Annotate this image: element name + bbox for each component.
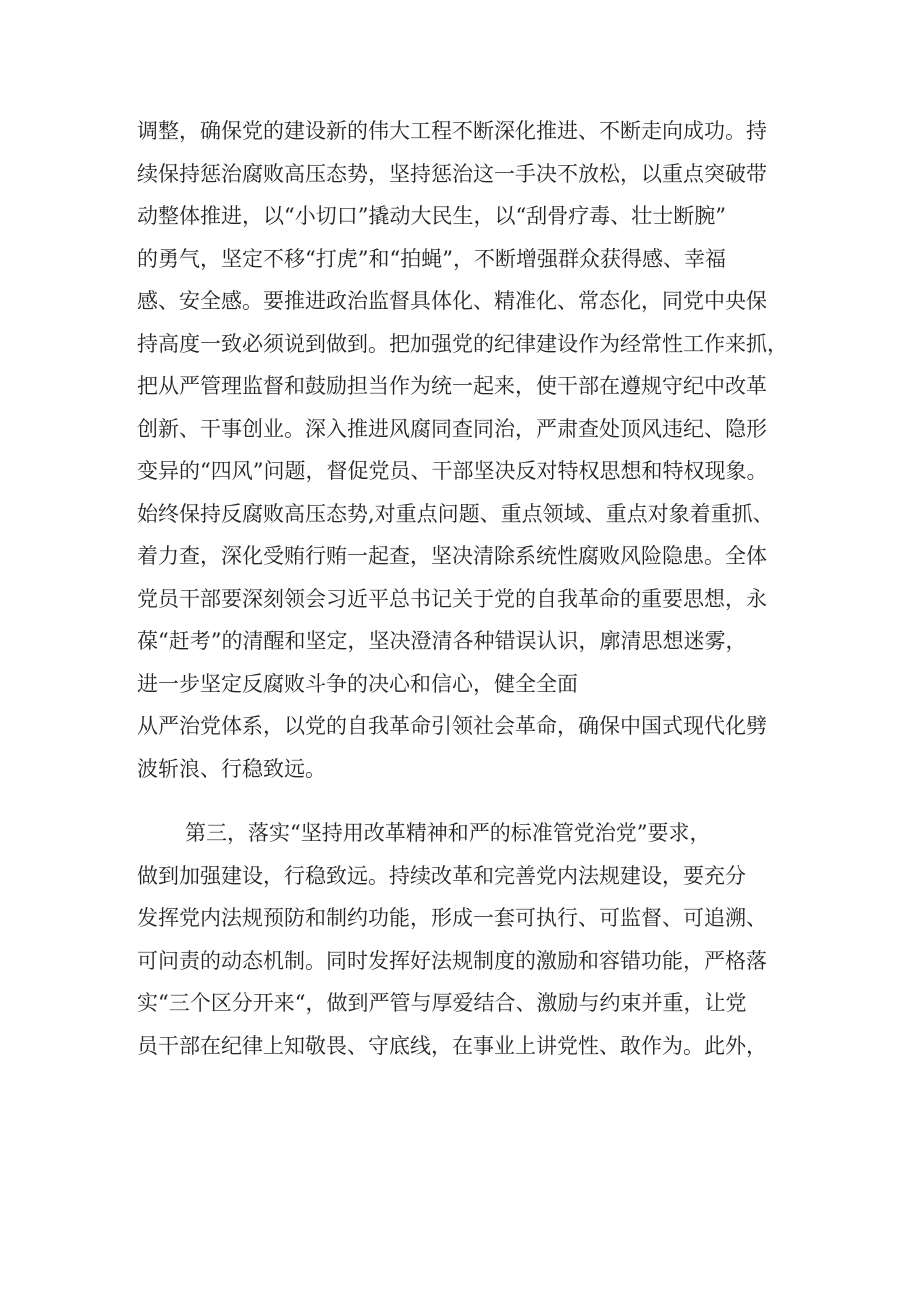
paragraph-2-line: 第三，落实“坚持用改革精神和严的标准管党治党”要求， bbox=[185, 821, 711, 845]
paragraph-2-line: 员干部在纪律上知敬畏、守底线，在事业上讲党性、敢作为。此外， bbox=[137, 1033, 767, 1058]
paragraph-1-line: 党员干部要深刻领会习近平总书记关于党的自我革命的重要思想，永 bbox=[137, 586, 767, 611]
paragraph-2-line: 做到加强建设，行稳致远。持续改革和完善党内法规建设，要充分 bbox=[137, 863, 746, 888]
paragraph-1-line: 动整体推进，以“小切口”撬动大民生，以“刮骨疗毒、壮士断腕” bbox=[137, 204, 726, 228]
paragraph-1-line: 持高度一致必须说到做到。把加强党的纪律建设作为经常性工作来抓， bbox=[137, 331, 788, 356]
paragraph-2-line: 可问责的动态机制。同时发挥好法规制度的激励和容错功能，严格落 bbox=[137, 948, 767, 973]
paragraph-2 bbox=[137, 812, 817, 1067]
paragraph-1-line: 变异的“四风”问题，督促党员、干部坚决反对特权思想和特权现象。 bbox=[137, 459, 768, 483]
paragraph-1-line: 始终保持反腐败高压态势,对重点问题、重点领域、重点对象着重抓、 bbox=[137, 501, 774, 526]
paragraph-1-line: 感、安全感。要推进政治监督具体化、精准化、常态化，同党中央保 bbox=[137, 289, 767, 313]
document-body bbox=[137, 110, 817, 1067]
paragraph-1-line: 波斩浪、行稳致远。 bbox=[137, 756, 326, 781]
paragraph-2-line: 实“三个区分开来“，做到严管与厚爱结合、激励与约束并重，让党 bbox=[137, 991, 747, 1015]
paragraph-1-line: 创新、干事创业。深入推进风腐同查同治，严肃查处顶风违纪、隐形 bbox=[137, 416, 767, 441]
paragraph-1-line: 把从严管理监督和鼓励担当作为统一起来，使干部在遵规守纪中改革 bbox=[137, 374, 767, 398]
paragraph-1-line: 葆“赶考”的清醒和坚定，坚决澄清各种错误认识，廓清思想迷雾， bbox=[137, 629, 747, 653]
paragraph-2-line: 发挥党内法规预防和制约功能，形成一套可执行、可监督、可追溯、 bbox=[137, 906, 767, 930]
paragraph-1-line: 从严治党体系，以党的自我革命引领社会革命，确保中国式现代化劈 bbox=[137, 714, 767, 738]
paragraph-1-line: 续保持惩治腐败高压态势，坚持惩治这一手决不放松，以重点突破带 bbox=[137, 161, 767, 186]
paragraph-1 bbox=[137, 110, 817, 790]
paragraph-1-line: 进一步坚定反腐败斗争的决心和信心，健全全面 bbox=[137, 671, 578, 696]
paragraph-1-line: 着力查，深化受贿行贿一起查，坚决清除系统性腐败风险隐患。全体 bbox=[137, 544, 767, 568]
paragraph-1-line: 的勇气，坚定不移“打虎”和“拍蝇”，不断增强群众获得感、幸福 bbox=[137, 246, 726, 271]
paragraph-1-line: 调整，确保党的建设新的伟大工程不断深化推进、不断走向成功。持 bbox=[137, 119, 767, 143]
paragraph-spacer bbox=[137, 790, 817, 812]
